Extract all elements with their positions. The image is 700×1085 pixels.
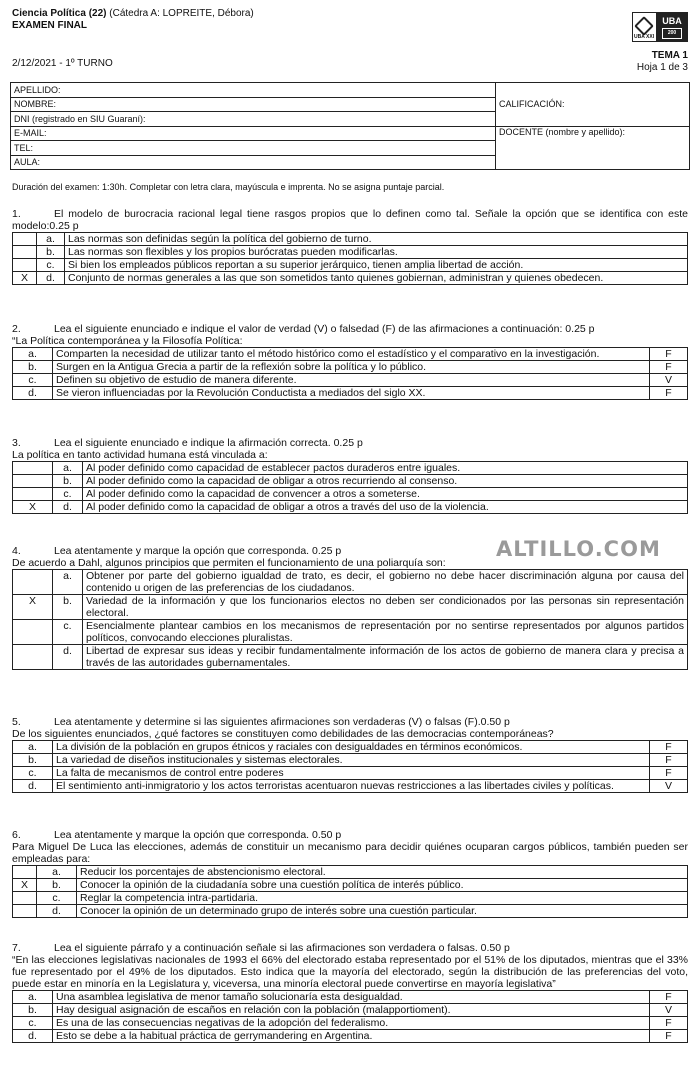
option-row xyxy=(13,374,688,387)
option-text: Al poder definido como la capacidad de obligar a otros recurriendo al consenso. xyxy=(83,475,688,488)
true-false-cell[interactable]: F xyxy=(650,361,688,374)
nombre-field[interactable]: NOMBRE: xyxy=(11,97,496,112)
option-letter: a. xyxy=(37,866,77,879)
option-row xyxy=(13,1030,688,1043)
sheet-label: Hoja 1 de 3 xyxy=(636,62,688,73)
option-row xyxy=(13,1017,688,1030)
option-letter: d. xyxy=(13,387,53,400)
uba-logo xyxy=(632,12,688,42)
answer-mark[interactable] xyxy=(13,488,53,501)
option-text: Definen su objetivo de estudio de manera diferente. xyxy=(53,374,650,387)
answer-mark[interactable]: X xyxy=(13,879,37,892)
option-row[interactable] xyxy=(13,246,688,259)
option-letter: a. xyxy=(13,348,53,361)
question-5 xyxy=(12,716,688,793)
answer-mark[interactable] xyxy=(13,620,53,645)
option-letter: b. xyxy=(53,475,83,488)
aula-field[interactable]: AULA: xyxy=(11,155,496,170)
option-row xyxy=(13,754,688,767)
option-text: Al poder definido como capacidad de establecer pactos duraderos entre iguales. xyxy=(83,462,688,475)
option-letter: b. xyxy=(53,595,83,620)
option-row[interactable] xyxy=(13,501,688,514)
question-text: 3. Lea el siguiente enunciado e indique la afirmación correcta. 0.25 p xyxy=(12,437,363,449)
option-text: Comparten la necesidad de utilizar tanto el método histórico como el estadístico y el comparativo en la investigación. xyxy=(53,348,650,361)
option-text: Reglar la competencia intra-partidaria. xyxy=(77,892,688,905)
option-row xyxy=(13,741,688,754)
option-text: Hay desigual asignación de escaños en relación con la población (malapportioment). xyxy=(53,1004,650,1017)
question-1 xyxy=(12,208,688,285)
option-text: Libertad de expresar sus ideas y recibir fundamentalmente información de los actos de gobierno de manera clara y precisa a través de las autoridades gubernamentales. xyxy=(83,645,688,670)
tel-field[interactable]: TEL: xyxy=(11,141,496,156)
question-text: 1. El modelo de burocracia racional legal tiene rasgos propios que lo definen como tal. Señale la opción que se identifica con este modelo:0.25 p xyxy=(12,208,688,232)
option-text: Esencialmente plantear cambios en los mecanismos de representación por no sentirse representados por algunos partidos políticos, convocando elecciones pluralistas. xyxy=(83,620,688,645)
exam-date: 2/12/2021 - 1º TURNO xyxy=(12,58,113,69)
option-letter: c. xyxy=(13,767,53,780)
question-7 xyxy=(12,942,688,1043)
answer-mark[interactable] xyxy=(13,570,53,595)
option-letter: d. xyxy=(37,272,65,285)
answer-mark[interactable] xyxy=(13,645,53,670)
options-table xyxy=(12,740,688,793)
altillo-watermark: ALTILLO.COM xyxy=(496,537,661,561)
option-row[interactable] xyxy=(13,233,688,246)
course-title: Ciencia Política (22) xyxy=(12,8,107,19)
option-letter: c. xyxy=(53,488,83,501)
question-prompt: Para Miguel De Luca las elecciones, además de constituir un mecanismo para decidir quiénes ocuparan cargos públicos, también pueden ser empleadas para: xyxy=(12,841,688,865)
true-false-cell[interactable]: F xyxy=(650,741,688,754)
option-text: Conocer la opinión de la ciudadanía sobre una cuestión política de interés público. xyxy=(77,879,688,892)
options-table xyxy=(12,347,688,400)
question-prompt: De los siguientes enunciados, ¿qué factores se constituyen como debilidades de las democracias contemporáneas? xyxy=(12,728,554,740)
option-row[interactable] xyxy=(13,259,688,272)
option-letter: a. xyxy=(13,741,53,754)
option-letter: a. xyxy=(53,570,83,595)
true-false-cell[interactable]: F xyxy=(650,754,688,767)
option-text: El sentimiento anti-inmigratorio y los actos terroristas acentuaron nuevas restricciones a las libertades civiles y políticas. xyxy=(53,780,650,793)
question-6 xyxy=(12,829,688,918)
answer-mark[interactable] xyxy=(13,905,37,918)
true-false-cell[interactable]: V xyxy=(650,374,688,387)
option-text: Surgen en la Antigua Grecia a partir de la reflexión sobre la política y lo público. xyxy=(53,361,650,374)
answer-mark[interactable] xyxy=(13,866,37,879)
question-prompt: De acuerdo a Dahl, algunos principios que permiten el funcionamiento de una poliarquía son: xyxy=(12,557,446,569)
option-row[interactable] xyxy=(13,905,688,918)
answer-mark[interactable] xyxy=(13,892,37,905)
option-row xyxy=(13,387,688,400)
option-text: Se vieron influenciadas por la Revolución Conductista a mediados del siglo XX. xyxy=(53,387,650,400)
option-letter: a. xyxy=(37,233,65,246)
option-letter: b. xyxy=(37,246,65,259)
answer-mark[interactable] xyxy=(13,475,53,488)
apellido-field[interactable]: APELLIDO: xyxy=(11,83,496,98)
question-prompt: La política en tanto actividad humana está vinculada a: xyxy=(12,449,268,461)
question-text: 6. Lea atentamente y marque la opción que corresponda. 0.50 p xyxy=(12,829,342,841)
question-text: 4. Lea atentamente y marque la opción que corresponda. 0.25 p xyxy=(12,545,342,557)
option-row[interactable] xyxy=(13,892,688,905)
option-text: Las normas son flexibles y los propios burócratas pueden modificarlas. xyxy=(65,246,688,259)
option-row[interactable] xyxy=(13,595,688,620)
exam-duration: Duración del examen: 1:30h. Completar con letra clara, mayúscula e imprenta. No se asigna puntaje parcial. xyxy=(12,182,445,192)
option-text: Al poder definido como la capacidad de convencer a otros a someterse. xyxy=(83,488,688,501)
true-false-cell[interactable]: F xyxy=(650,767,688,780)
option-letter: d. xyxy=(13,780,53,793)
options-table xyxy=(12,232,688,285)
option-letter: c. xyxy=(37,892,77,905)
true-false-cell[interactable]: F xyxy=(650,387,688,400)
option-letter: b. xyxy=(13,754,53,767)
option-text: Al poder definido como la capacidad de obligar a otros a través del uso de la violencia. xyxy=(83,501,688,514)
true-false-cell[interactable]: F xyxy=(650,991,688,1004)
option-row[interactable] xyxy=(13,620,688,645)
option-row[interactable] xyxy=(13,475,688,488)
option-row xyxy=(13,361,688,374)
option-text: La variedad de diseños institucionales y sistemas electorales. xyxy=(53,754,650,767)
option-letter: c. xyxy=(37,259,65,272)
option-row xyxy=(13,1004,688,1017)
option-letter: a. xyxy=(53,462,83,475)
question-4 xyxy=(12,545,688,670)
options-table xyxy=(12,865,688,918)
option-text: Obtener por parte del gobierno igualdad de trato, es decir, el gobierno no debe hacer discriminación alguna por causa del contenido u origen de las preferencias de los ciudadanos. xyxy=(83,570,688,595)
answer-mark[interactable] xyxy=(13,259,37,272)
uba-200-logo-icon: UBA 200 xyxy=(657,13,687,41)
option-text: Reducir los porcentajes de abstencionismo electoral. xyxy=(77,866,688,879)
answer-mark[interactable] xyxy=(13,462,53,475)
option-text: Variedad de la información y que los funcionarios electos no deben ser condicionados por las personas sin representación electoral. xyxy=(83,595,688,620)
theme-box xyxy=(637,50,688,74)
option-row[interactable] xyxy=(13,866,688,879)
option-text: Es una de las consecuencias negativas de la adopción del federalismo. xyxy=(53,1017,650,1030)
answer-mark[interactable]: X xyxy=(13,595,53,620)
true-false-cell[interactable]: F xyxy=(650,1030,688,1043)
docente-field[interactable]: DOCENTE (nombre y apellido): xyxy=(496,126,690,170)
exam-type: EXAMEN FINAL xyxy=(12,20,87,31)
dni-field[interactable]: DNI (registrado en SIU Guaraní): xyxy=(11,112,496,127)
option-row[interactable] xyxy=(13,645,688,670)
option-row[interactable] xyxy=(13,488,688,501)
uba-xxi-logo-icon: UBA XXI xyxy=(633,13,657,41)
question-2 xyxy=(12,323,688,400)
student-info-form xyxy=(10,82,690,170)
options-table xyxy=(12,461,688,514)
true-false-cell[interactable]: F xyxy=(650,1017,688,1030)
options-table xyxy=(12,990,688,1043)
answer-mark[interactable]: X xyxy=(13,501,53,514)
option-letter: c. xyxy=(13,374,53,387)
option-letter: d. xyxy=(37,905,77,918)
question-3 xyxy=(12,437,688,514)
answer-mark[interactable] xyxy=(13,233,37,246)
option-letter: c. xyxy=(13,1017,53,1030)
option-letter: d. xyxy=(13,1030,53,1043)
question-prompt: “La Política contemporánea y la Filosofía Política: xyxy=(12,335,243,347)
option-text: Esto se debe a la habitual práctica de gerrymandering en Argentina. xyxy=(53,1030,650,1043)
option-text: Conjunto de normas generales a las que son sometidos tanto quienes gobiernan, administran y quienes obedecen. xyxy=(65,272,688,285)
true-false-cell[interactable]: V xyxy=(650,780,688,793)
option-row xyxy=(13,780,688,793)
email-field[interactable]: E-MAIL: xyxy=(11,126,496,141)
option-text: Una asamblea legislativa de menor tamaño solucionaría esta desigualdad. xyxy=(53,991,650,1004)
option-letter: b. xyxy=(13,361,53,374)
option-letter: a. xyxy=(13,991,53,1004)
question-text: 2. Lea el siguiente enunciado e indique el valor de verdad (V) o falsedad (F) de las afirmaciones a continuación: 0.25 p xyxy=(12,323,595,335)
calificacion-field[interactable]: CALIFICACIÓN: xyxy=(496,83,690,127)
question-text: 5. Lea atentamente y determine si las siguientes afirmaciones son verdaderas (V) o falsas (F).0.50 p xyxy=(12,716,510,728)
option-text: La división de la población en grupos étnicos y raciales con desigualdades en términos económicos. xyxy=(53,741,650,754)
option-row xyxy=(13,991,688,1004)
option-row[interactable] xyxy=(13,879,688,892)
option-letter: d. xyxy=(53,501,83,514)
question-prompt: “En las elecciones legislativas nacionales de 1993 el 66% del electorado estaba representado por el 51% de los diputados, mientras que el 33% fue representado por el 49% de los diputados. Esto indica que la mayoría del electorado, según la distribución de las preferencias del voto, puede estar en minoría en la Legislatura y, viceversa, una minoría electoral puede convertirse en mayoría legislativa” xyxy=(12,954,688,990)
course-line xyxy=(12,8,688,20)
true-false-cell[interactable]: F xyxy=(650,348,688,361)
option-text: Conocer la opinión de un determinado grupo de interés sobre una cuestión particular. xyxy=(77,905,688,918)
answer-mark[interactable]: X xyxy=(13,272,37,285)
true-false-cell[interactable]: V xyxy=(650,1004,688,1017)
option-row[interactable] xyxy=(13,462,688,475)
chair-name: (Cátedra A: LOPREITE, Débora) xyxy=(106,8,254,19)
option-letter: c. xyxy=(53,620,83,645)
question-text: 7. Lea el siguiente párrafo y a continuación señale si las afirmaciones son verdadera o falsas. 0.50 p xyxy=(12,942,510,954)
option-text: Las normas son definidas según la política del gobierno de turno. xyxy=(65,233,688,246)
theme-label: TEMA 1 xyxy=(651,50,688,61)
option-row xyxy=(13,348,688,361)
option-row[interactable] xyxy=(13,272,688,285)
option-text: La falta de mecanismos de control entre poderes xyxy=(53,767,650,780)
options-table xyxy=(12,569,688,670)
exam-header xyxy=(12,8,688,40)
option-letter: b. xyxy=(37,879,77,892)
option-row xyxy=(13,767,688,780)
option-letter: d. xyxy=(53,645,83,670)
answer-mark[interactable] xyxy=(13,246,37,259)
option-text: Si bien los empleados públicos reportan a su superior jerárquico, tienen amplia libertad de acción. xyxy=(65,259,688,272)
option-letter: b. xyxy=(13,1004,53,1017)
option-row[interactable] xyxy=(13,570,688,595)
